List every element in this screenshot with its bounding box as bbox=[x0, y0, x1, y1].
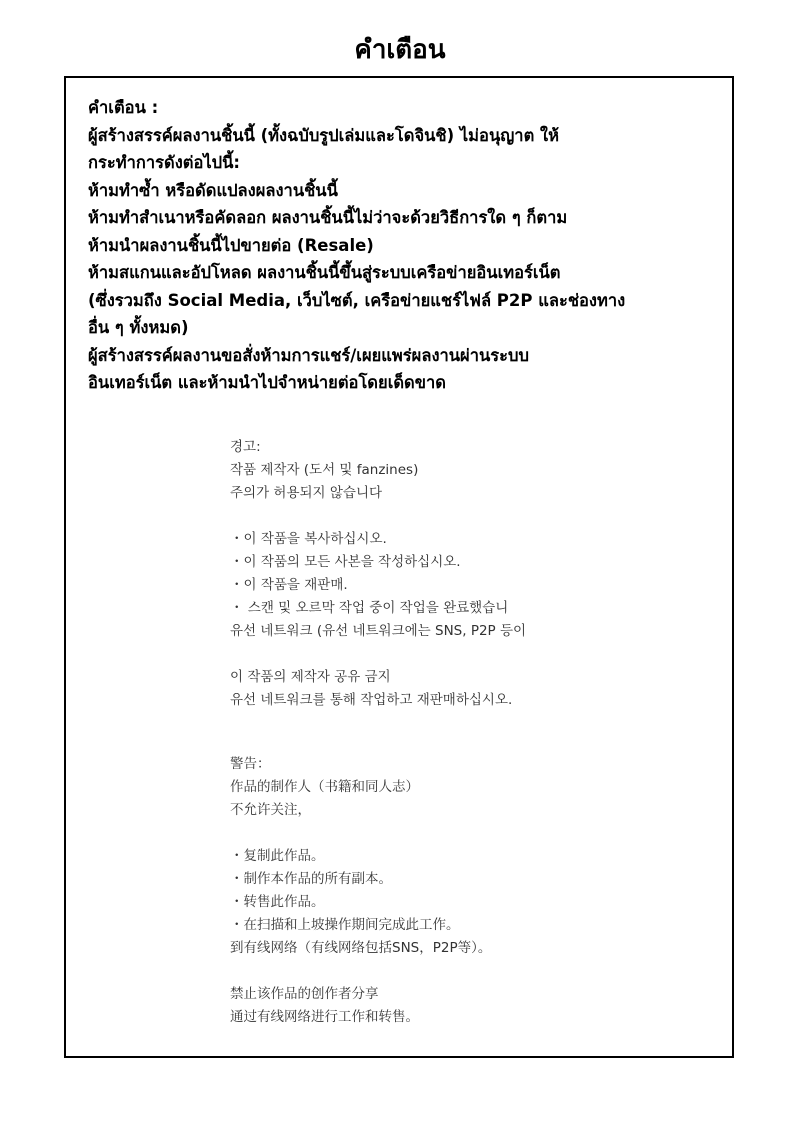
thai-line: กระทำการดังต่อไปนี้: bbox=[88, 153, 241, 172]
page-title: คำเตือน bbox=[354, 35, 446, 65]
notice-box bbox=[64, 76, 734, 1058]
thai-notice bbox=[88, 94, 718, 397]
chinese-footer-line: 通过有线网络进行工作和转售。 bbox=[230, 1009, 419, 1025]
chinese-list-item: ・复制此作品。 bbox=[230, 848, 325, 864]
chinese-notice bbox=[230, 753, 630, 1029]
chinese-list-item: ・制作本作品的所有副本。 bbox=[230, 871, 392, 887]
korean-list-item: ・이 작품의 모든 사본을 작성하십시오. bbox=[230, 554, 461, 570]
thai-line: ผู้สร้างสรรค์ผลงานขอสั่งห้ามการแชร์/เผยแพร่ผลงานผ่านระบบ bbox=[88, 345, 529, 365]
korean-header-line: 주의가 허용되지 않습니다 bbox=[230, 485, 383, 501]
korean-list-item: 유선 네트워크 (유선 네트워크에는 SNS, P2P 등이 bbox=[230, 623, 527, 639]
korean-list-item: ・이 작품을 재판매. bbox=[230, 577, 348, 593]
chinese-list-item: ・在扫描和上坡操作期间完成此工作。 bbox=[230, 917, 460, 933]
thai-line: (ซึ่งรวมถึง Social Media, เว็บไซต์, เครือข่ายแชร์ไฟล์ P2P และช่องทาง bbox=[88, 290, 626, 310]
thai-line: อินเทอร์เน็ต และห้ามนำไปจำหน่ายต่อโดยเด็ดขาด bbox=[88, 373, 447, 392]
korean-list-item: ・이 작품을 복사하십시오. bbox=[230, 531, 387, 547]
chinese-header-line: 警告： bbox=[230, 756, 271, 772]
chinese-footer-line: 禁止该作品的创作者分享 bbox=[230, 986, 379, 1002]
translations-screenshot bbox=[230, 436, 630, 1047]
thai-line: คำเตือน : bbox=[88, 98, 159, 117]
chinese-list-item: ・转售此作品。 bbox=[230, 894, 325, 910]
thai-line: ห้ามทำสำเนาหรือคัดลอก ผลงานชิ้นนี้ไม่ว่าจะด้วยวิธีการใด ๆ ก็ตาม bbox=[88, 208, 568, 227]
thai-line: อื่น ๆ ทั้งหมด) bbox=[88, 318, 189, 337]
korean-notice bbox=[230, 436, 630, 712]
korean-header-line: 경고: bbox=[230, 439, 261, 455]
thai-line: ห้ามทำซ้ำ หรือดัดแปลงผลงานชิ้นนี้ bbox=[88, 180, 338, 200]
korean-footer-line: 이 작품의 제작자 공유 금지 bbox=[230, 669, 391, 685]
chinese-header-line: 作品的制作人（书籍和同人志） bbox=[230, 779, 419, 795]
korean-footer-line: 유선 네트워크를 통해 작업하고 재판매하십시오. bbox=[230, 692, 513, 708]
thai-line: ผู้สร้างสรรค์ผลงานชิ้นนี้ (ทั้งฉบับรูปเล่มและโดจินชิ) ไม่อนุญาต ให้ bbox=[88, 125, 559, 145]
korean-list-item: ・ 스캔 및 오르막 작업 중이 작업을 완료했습니 bbox=[230, 600, 509, 616]
chinese-header-line: 不允许关注， bbox=[230, 802, 311, 818]
chinese-list-item: 到有线网络（有线网络包括SNS，P2P等）。 bbox=[230, 940, 492, 956]
thai-line: ห้ามนำผลงานชิ้นนี้ไปขายต่อ (Resale) bbox=[88, 235, 374, 255]
thai-line: ห้ามสแกนและอัปโหลด ผลงานชิ้นนี้ขึ้นสู่ระบบเครือข่ายอินเทอร์เน็ต bbox=[88, 263, 561, 282]
korean-header-line: 작품 제작자 (도서 및 fanzines) bbox=[230, 462, 419, 478]
